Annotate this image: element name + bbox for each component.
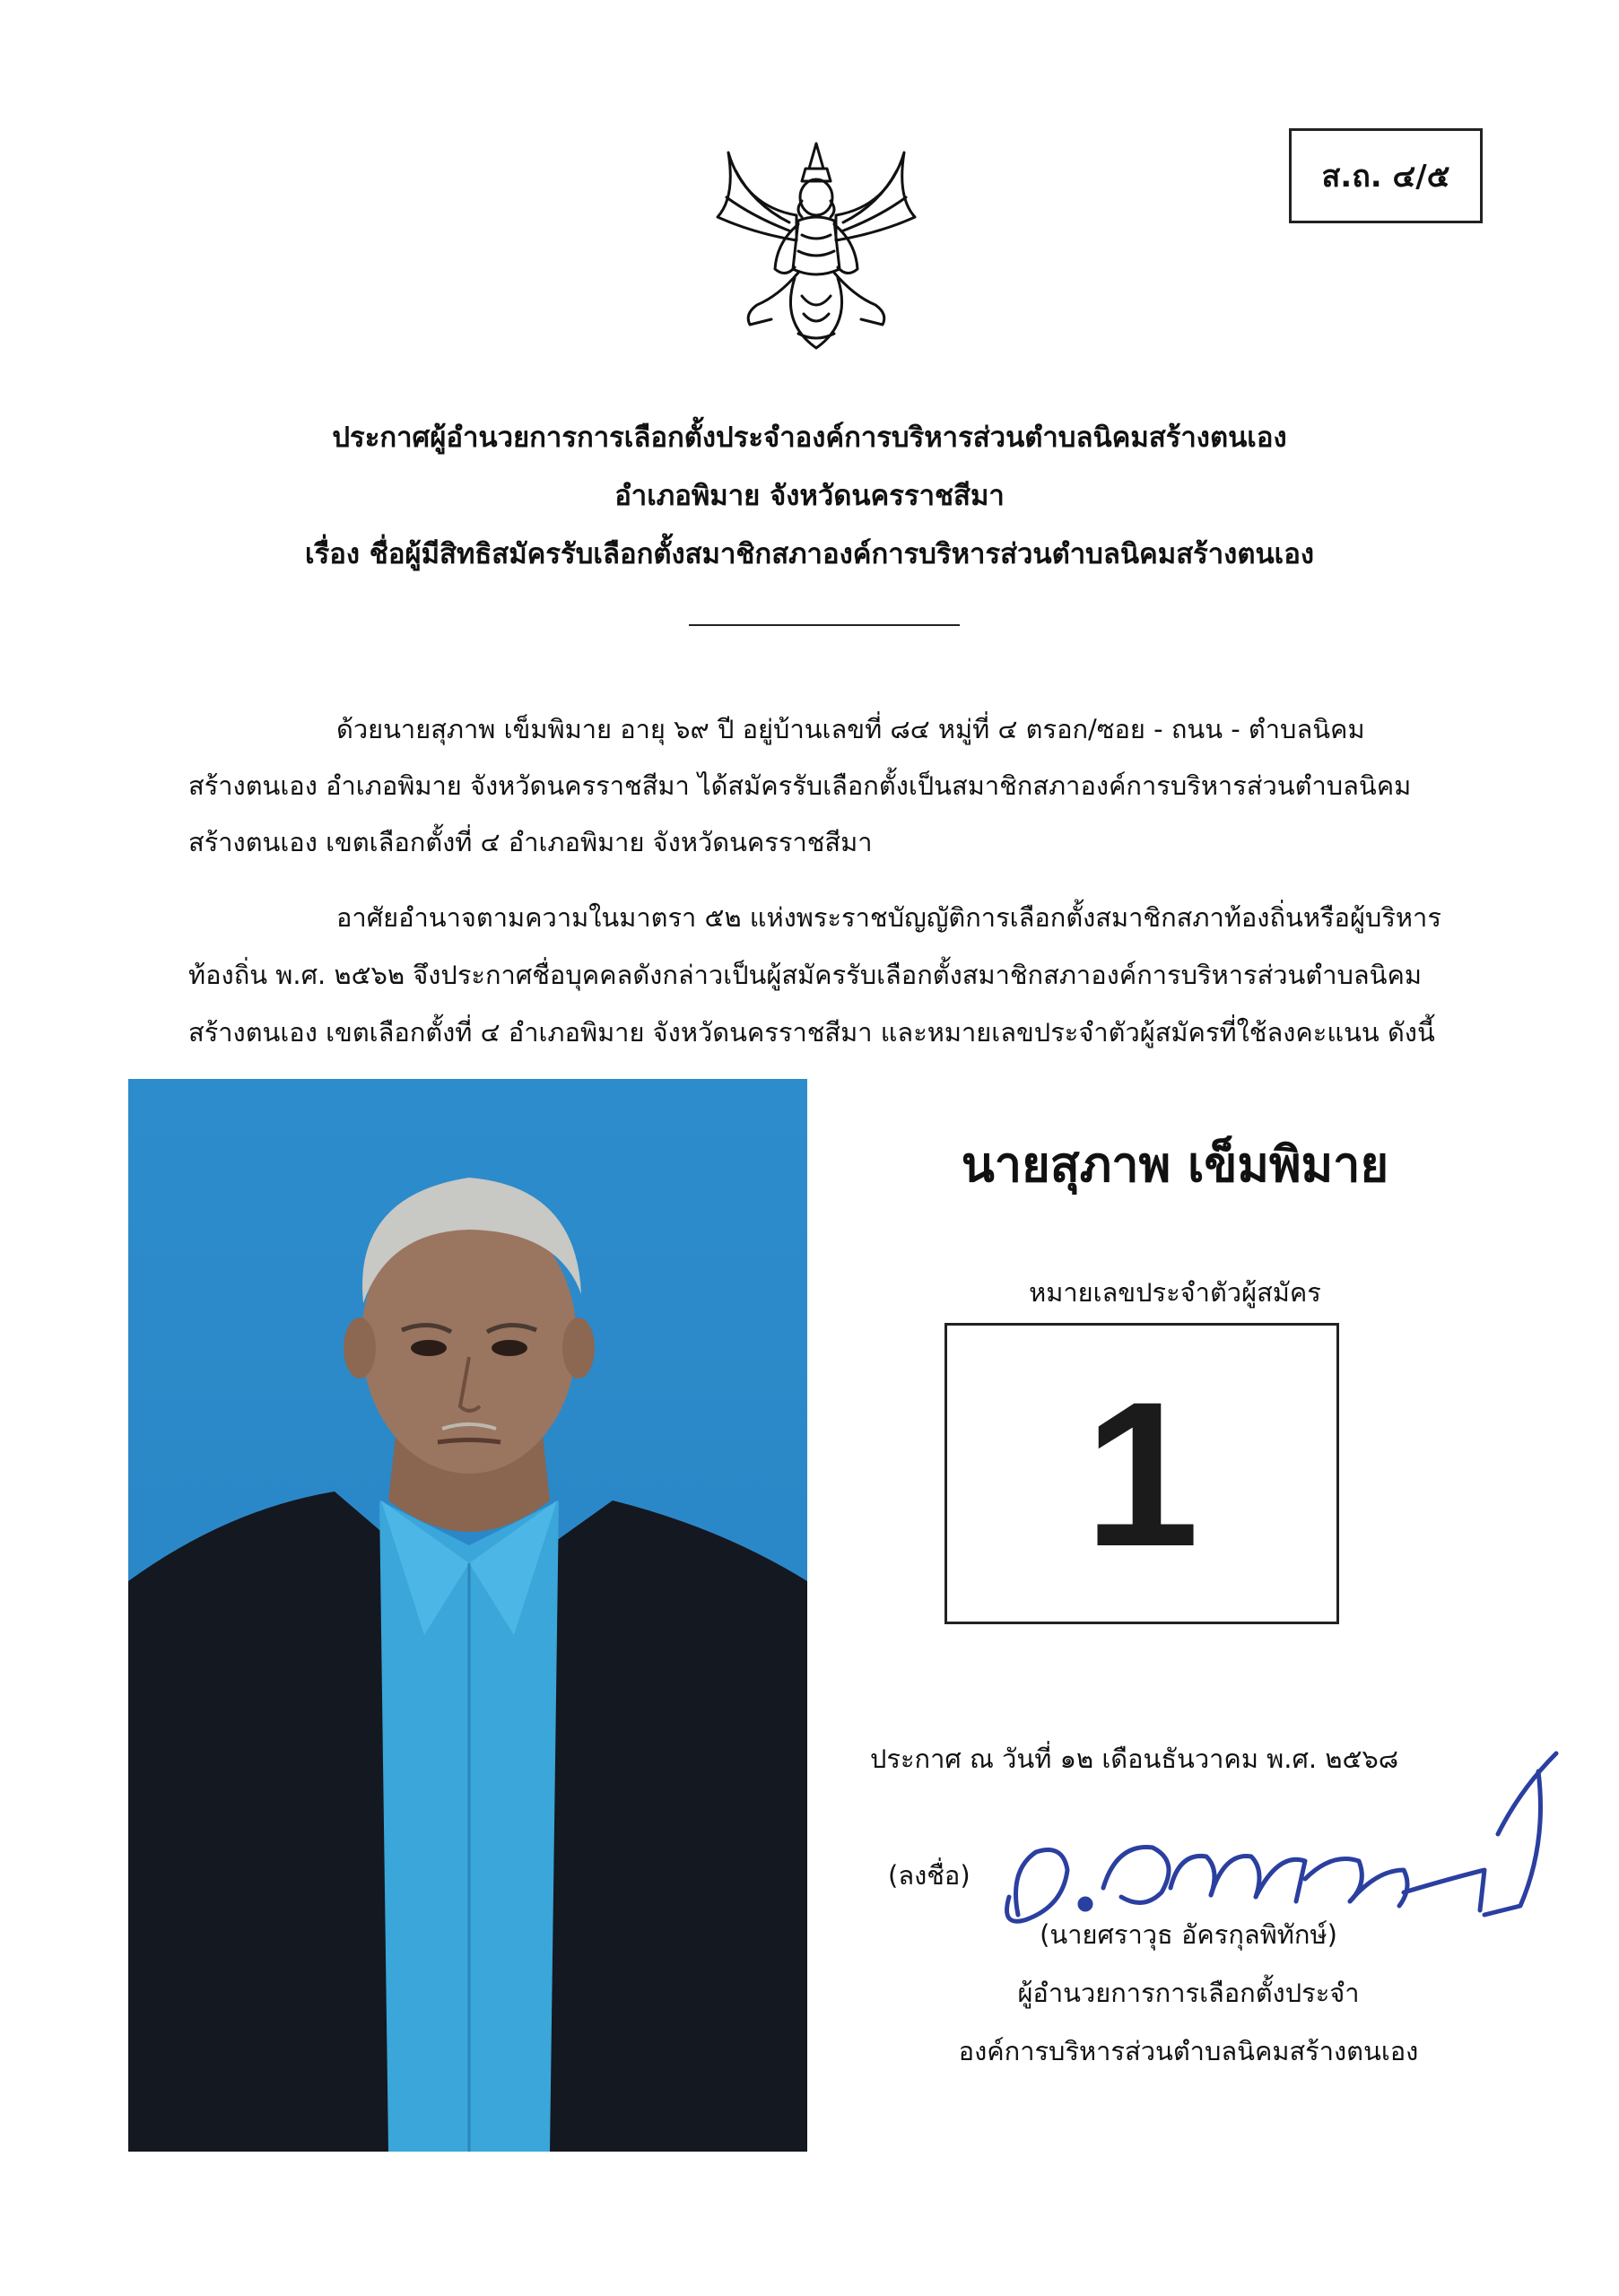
signer-title-line-2: องค์การบริหารส่วนตำบลนิคมสร้างตนเอง <box>958 2036 1419 2066</box>
paragraph-2-line-2: ท้องถิ่น พ.ศ. ๒๕๖๒ จึงประกาศชื่อบุคคลดังกล่าวเป็นผู้สมัครรับเลือกตั้งสมาชิกสภาองค์การบริหารส่วนตำบลนิคม <box>188 960 1423 990</box>
form-code-box <box>1289 128 1483 223</box>
form-code: ส.ถ. ๔/๕ <box>1321 159 1450 195</box>
paragraph-2-line-3: สร้างตนเอง เขตเลือกตั้งที่ ๔ อำเภอพิมาย จังหวัดนครราชสีมา และหมายเลขประจำตัวผู้สมัครที่ใช้ลงคะแนน ดังนี้ <box>188 1017 1435 1048</box>
candidate-number-box <box>944 1323 1339 1624</box>
title-line-1: ประกาศผู้อำนวยการการเลือกตั้งประจำองค์การบริหารส่วนตำบลนิคมสร้างตนเอง <box>332 422 1287 454</box>
garuda-emblem-icon <box>709 135 924 359</box>
candidate-name: นายสุภาพ เข็มพิมาย <box>961 1136 1389 1193</box>
sign-label: (ลงชื่อ) <box>888 1860 971 1891</box>
title-line-3: เรื่อง ชื่อผู้มีสิทธิสมัครรับเลือกตั้งสมาชิกสภาองค์การบริหารส่วนตำบลนิคมสร้างตนเอง <box>304 538 1314 570</box>
signer-title-line-1: ผู้อำนวยการการเลือกตั้งประจำ <box>1017 1978 1360 2008</box>
candidate-photo <box>128 1079 807 2152</box>
paragraph-1-line-2: สร้างตนเอง อำเภอพิมาย จังหวัดนครราชสีมา ได้สมัครรับเลือกตั้งเป็นสมาชิกสภาองค์การบริหารส่วนตำบลนิคม <box>188 770 1412 801</box>
paragraph-1-line-3: สร้างตนเอง เขตเลือกตั้งที่ ๔ อำเภอพิมาย จังหวัดนครราชสีมา <box>188 827 873 857</box>
candidate-number-label: หมายเลขประจำตัวผู้สมัคร <box>1029 1277 1321 1308</box>
title-divider <box>689 624 960 626</box>
paragraph-1-line-1: ด้วยนายสุภาพ เข็มพิมาย อายุ ๖๙ ปี อยู่บ้านเลขที่ ๘๔ หมู่ที่ ๔ ตรอก/ซอย - ถนน - ตำบลนิคม <box>336 714 1365 744</box>
candidate-number: 1 <box>1084 1358 1199 1589</box>
announce-date: ประกาศ ณ วันที่ ๑๒ เดือนธันวาคม พ.ศ. ๒๕๖๘ <box>870 1744 1399 1774</box>
candidate-portrait-icon <box>128 1079 807 2152</box>
signer-name: (นายศราวุธ อัครกุลพิทักษ์) <box>1040 1919 1337 1950</box>
title-line-2: อำเภอพิมาย จังหวัดนครราชสีมา <box>614 480 1005 512</box>
paragraph-2-line-1: อาศัยอำนาจตามความในมาตรา ๕๒ แห่งพระราชบัญญัติการเลือกตั้งสมาชิกสภาท้องถิ่นหรือผู้บริหาร <box>336 902 1441 933</box>
